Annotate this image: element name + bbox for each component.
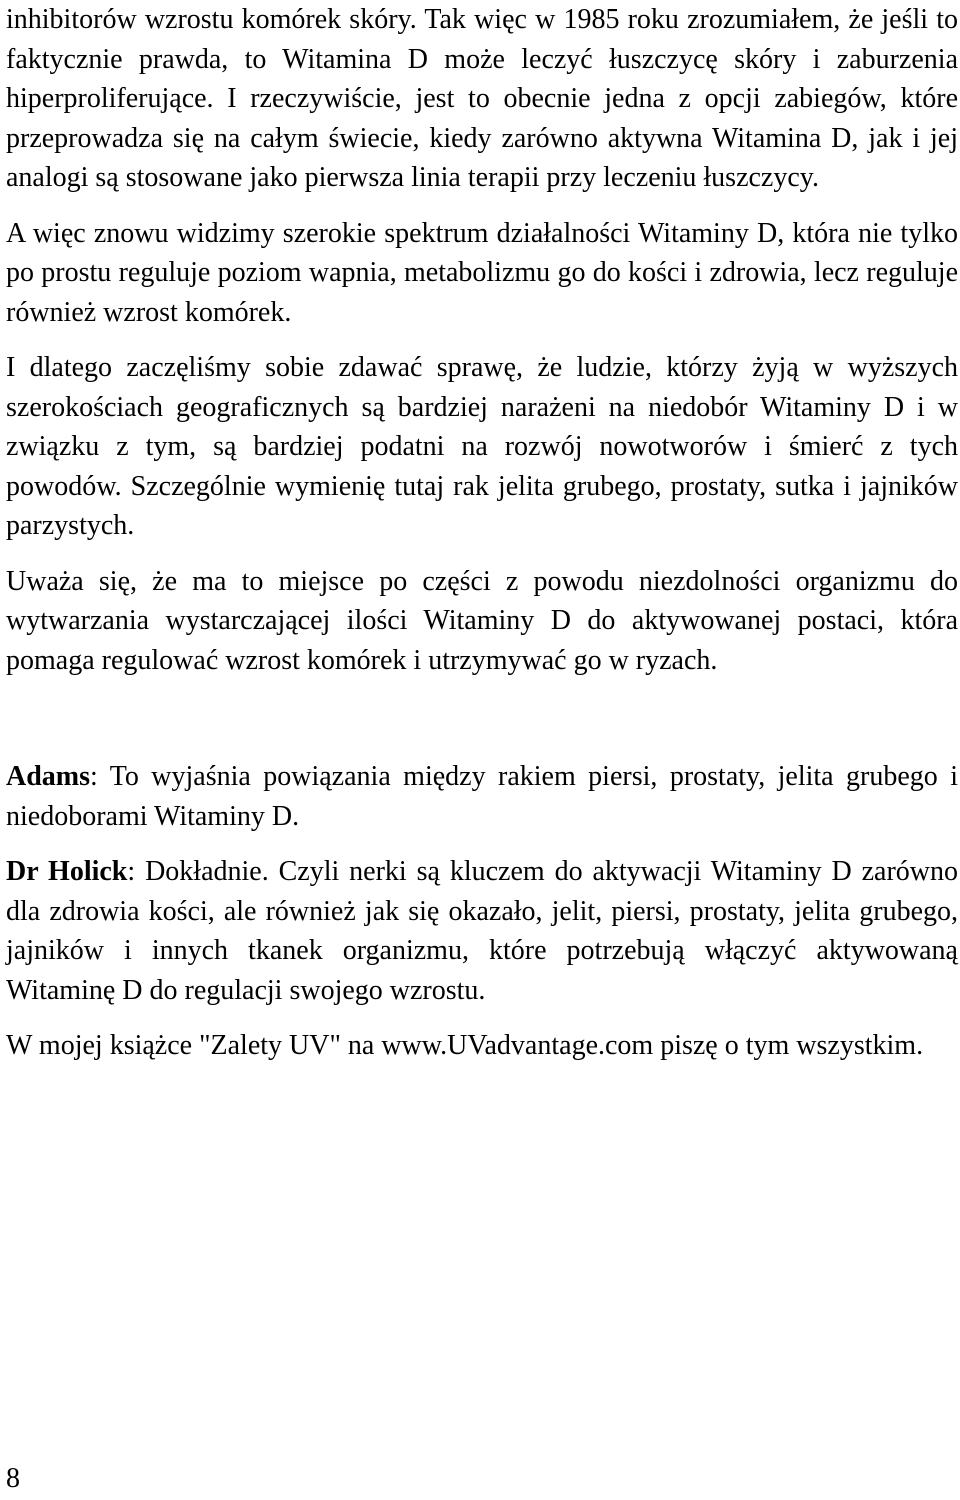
paragraph-4: Uważa się, że ma to miejsce po części z powodu niezdolności organizmu do wytwarzania wystarczającej ilości Witaminy D do aktywowanej postaci, która pomaga regulować wzrost komórek i utrzymywać go w ryzach. [6,565,958,676]
dialogue-holick-text: : Dokładnie. Czyli nerki są kluczem do aktywacji Witaminy D zarówno dla zdrowia kości, ale również jak się okazało, jelit, piersi, prostaty, jelita grubego, jajników i innych tkanek organizmu, które potrzebują włączyć aktywowaną Witaminę D do regulacji swojego wzrostu. [6,856,958,1006]
dialogue-adams [6,757,958,836]
paragraph-3: I dlatego zaczęliśmy sobie zdawać sprawę, że ludzie, którzy żyją w wyższych szerokościach geograficznych są bardziej narażeni na niedobór Witaminy D i w związku z tym, są bardziej podatni na rozwój nowotworów i śmierć z tych powodów. Szczególnie wymienię tutaj rak jelita grubego, prostaty, sutka i jajników parzystych. [6,352,958,541]
closing-paragraph: W mojej książce "Zalety UV" na www.UVadvantage.com piszę o tym wszystkim. [6,1030,924,1061]
document-page [6,0,958,1066]
dialogue-adams-text: : To wyjaśnia powiązania między rakiem piersi, prostaty, jelita grubego i niedoborami Witaminy D. [6,761,958,832]
speaker-adams: Adams [6,761,91,792]
page-number: 8 [6,1463,20,1494]
paragraph-1: inhibitorów wzrostu komórek skóry. Tak więc w 1985 roku zrozumiałem, że jeśli to faktycznie prawda, to Witamina D może leczyć łuszczycę skóry i zaburzenia hiperproliferujące. I rzeczywiście, jest to obecnie jedna z opcji zabiegów, które przeprowadza się na całym świecie, kiedy zarówno aktywna Witamina D, jak i jej analogi są stosowane jako pierwsza linia terapii przy leczeniu łuszczycy. [6,4,958,193]
paragraph-2: A więc znowu widzimy szerokie spektrum działalności Witaminy D, która nie tylko po prostu reguluje poziom wapnia, metabolizmu go do kości i zdrowia, lecz reguluje również wzrost komórek. [6,217,958,328]
dialogue-holick [6,852,958,1010]
speaker-holick: Dr Holick [6,856,128,887]
